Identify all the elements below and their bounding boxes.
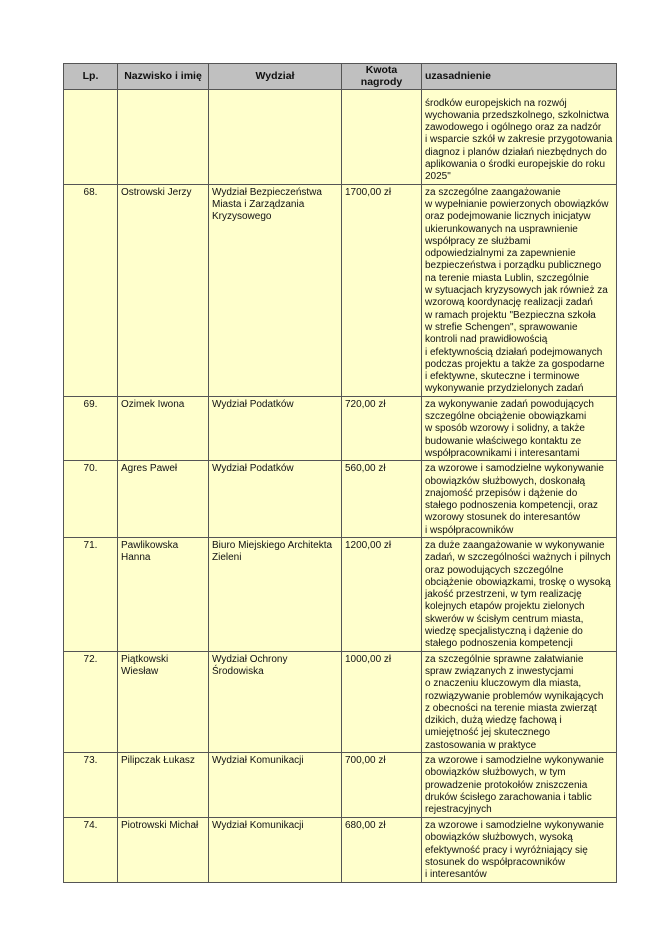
cell-reason: za szczególne zaangażowanie w wypełnianie powierzonych obowiązków oraz podejmowanie licznych inicjatyw ukierunkowanych na usprawnienie współpracy ze służbami odpowiedzialnymi za zapewnienie bezpieczeństwa i porządku publicznego na terenie miasta Lublin, szczególnie w sytuacjach kryzysowych jak również za wzorową koordynację realizacji zadań w ramach projektu "Bezpieczna szkoła w strefie Schengen", sprawowanie kontroli nad prawidłowością i efektywnością działań podejmowanych podczas projektu a także za gospodarne i efektywne, skuteczne i terminowe wykonywanie przydzielonych zadań — [422, 184, 617, 396]
cell-reason: środków europejskich na rozwój wychowania przedszkolnego, szkolnictwa zawodowego i ogólnego oraz za nadzór i wsparcie szkół w zakresie przygotowania diagnoz i planów działań niezbędnych do aplikowania o środki europejskie do roku 2025" — [422, 89, 617, 184]
cell-amount: 1200,00 zł — [342, 537, 422, 651]
cell-amount: 560,00 zł — [342, 461, 422, 538]
cell-amount — [342, 89, 422, 184]
header-lp: Lp. — [64, 64, 118, 90]
cell-lp: 74. — [64, 818, 118, 883]
cell-reason: za wzorowe i samodzielne wykonywanie obowiązków służbowych, w tym prowadzenie protokołów zniszczenia druków ścisłego zarachowania i tablic rejestracyjnych — [422, 753, 617, 818]
cell-dept: Wydział Komunikacji — [209, 753, 342, 818]
cell-lp: 73. — [64, 753, 118, 818]
table-row — [64, 461, 617, 538]
header-amount: Kwota nagrody — [342, 64, 422, 90]
cell-lp: 69. — [64, 396, 118, 460]
cell-amount: 700,00 zł — [342, 753, 422, 818]
cell-name: Ostrowski Jerzy — [118, 184, 209, 396]
cell-amount: 1000,00 zł — [342, 651, 422, 752]
cell-amount: 720,00 zł — [342, 396, 422, 460]
cell-dept: Biuro Miejskiego Architekta Zieleni — [209, 537, 342, 651]
cell-lp — [64, 89, 118, 184]
table-row — [64, 537, 617, 651]
cell-reason: za wzorowe i samodzielne wykonywanie obowiązków służbowych, wysoką efektywność pracy i wyróżniający się stosunek do współpracowników i interesantów — [422, 818, 617, 883]
cell-name — [118, 89, 209, 184]
cell-lp: 68. — [64, 184, 118, 396]
cell-name: Pilipczak Łukasz — [118, 753, 209, 818]
cell-reason: za wykonywanie zadań powodujących szczególne obciążenie obowiązkami w sposób wzorowy i solidny, a także budowanie właściwego kontaktu ze współpracownikami i interesantami — [422, 396, 617, 460]
cell-dept: Wydział Podatków — [209, 461, 342, 538]
cell-name: Ozimek Iwona — [118, 396, 209, 460]
header-name: Nazwisko i imię — [118, 64, 209, 90]
table-row — [64, 184, 617, 396]
cell-lp: 72. — [64, 651, 118, 752]
cell-name: Pawlikowska Hanna — [118, 537, 209, 651]
cell-dept: Wydział Komunikacji — [209, 818, 342, 883]
table-row — [64, 396, 617, 460]
cell-dept: Wydział Ochrony Środowiska — [209, 651, 342, 752]
cell-name: Piotrowski Michał — [118, 818, 209, 883]
table-row — [64, 818, 617, 883]
cell-amount: 680,00 zł — [342, 818, 422, 883]
cell-lp: 70. — [64, 461, 118, 538]
awards-table — [63, 63, 617, 883]
cell-dept: Wydział Bezpieczeństwa Miasta i Zarządzania Kryzysowego — [209, 184, 342, 396]
cell-dept: Wydział Podatków — [209, 396, 342, 460]
table-row — [64, 651, 617, 752]
table-row-continuation — [64, 89, 617, 184]
table-row — [64, 753, 617, 818]
table-header-row — [64, 64, 617, 90]
cell-reason: za duże zaangażowanie w wykonywanie zadań, w szczególności ważnych i pilnych oraz powodujących szczególne obciążenie obowiązkami, troskę o wysoką jakość przestrzeni, w tym realizację kolejnych etapów projektu zielonych skwerów w ścisłym centrum miasta, wiedzę specjalistyczną i dążenie do stałego podnoszenia kompetencji — [422, 537, 617, 651]
header-reason: uzasadnienie — [422, 64, 617, 90]
cell-amount: 1700,00 zł — [342, 184, 422, 396]
cell-name: Agres Paweł — [118, 461, 209, 538]
cell-reason: za szczególnie sprawne załatwianie spraw związanych z inwestycjami o znaczeniu kluczowym dla miasta, rozwiązywanie problemów wynikających z obecności na terenie miasta zwierząt dzikich, dużą wiedzę fachową i umiejętność jej skutecznego zastosowania w praktyce — [422, 651, 617, 752]
cell-reason: za wzorowe i samodzielne wykonywanie obowiązków służbowych, doskonałą znajomość przepisów i dążenie do stałego podnoszenia kompetencji, oraz wzorowy stosunek do interesantów i współpracowników — [422, 461, 617, 538]
cell-dept — [209, 89, 342, 184]
header-dept: Wydział — [209, 64, 342, 90]
cell-name: Piątkowski Wiesław — [118, 651, 209, 752]
cell-lp: 71. — [64, 537, 118, 651]
